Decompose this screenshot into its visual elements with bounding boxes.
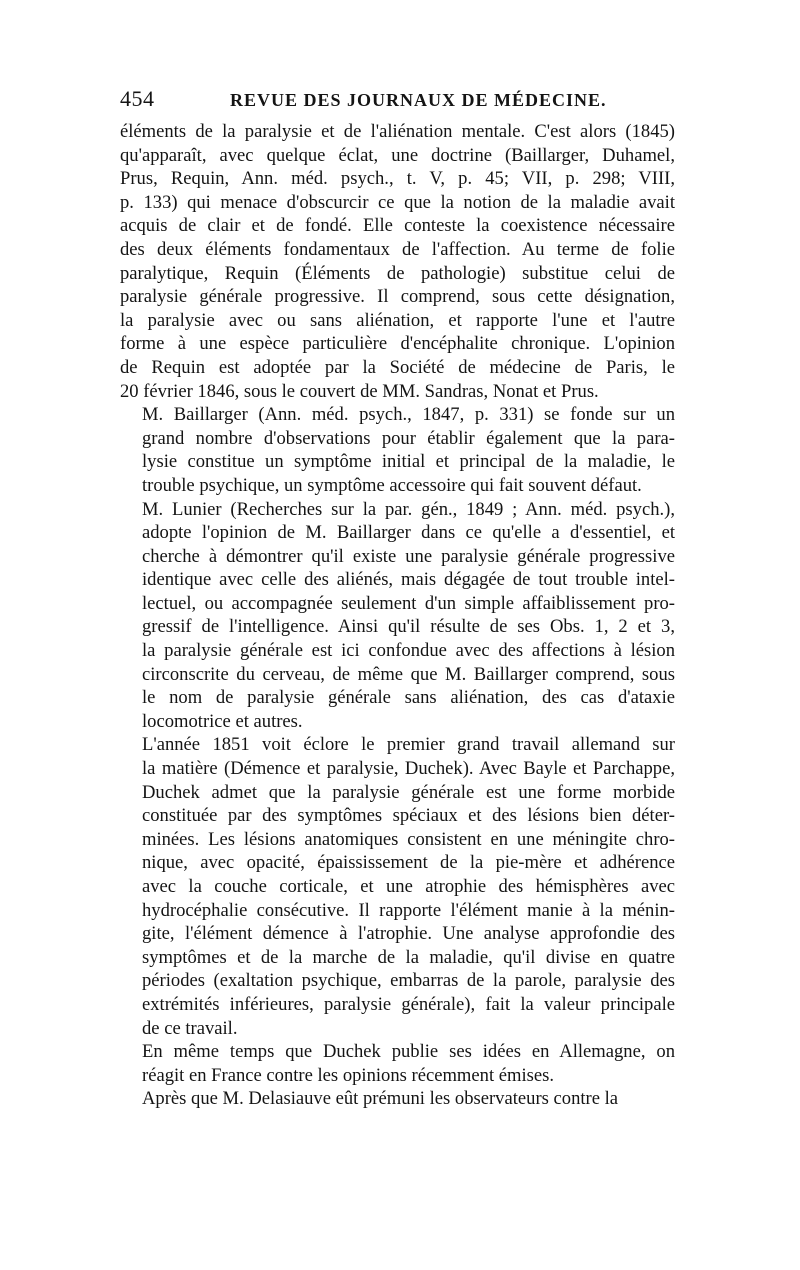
text-line: constituée par des symptômes spéciaux et des lésions bien déter- (142, 805, 675, 827)
text-line: éléments de la paralysie et de l'aliénation mentale. C'est alors (1845) (120, 121, 675, 142)
paragraph (120, 733, 675, 1040)
paragraph (120, 1040, 675, 1087)
text-line: Duchek admet que la paralysie générale est une forme morbide (142, 781, 675, 803)
text-line: la paralysie avec ou sans aliénation, et rapporte l'une et l'autre (120, 309, 675, 331)
text-line: hydrocéphalie consécutive. Il rapporte l'élément manie à la ménin- (142, 899, 675, 921)
text-line: forme à une espèce particulière d'encéphalite chronique. L'opinion (120, 333, 675, 355)
text-line: nique, avec opacité, épaississement de la pie-mère et adhérence (142, 852, 675, 874)
text-line: M. Baillarger (Ann. méd. psych., 1847, p. 331) se fonde sur un (142, 404, 675, 426)
text-line: 20 février 1846, sous le couvert de MM. Sandras, Nonat et Prus. (120, 380, 599, 402)
text-line: cherche à démontrer qu'il existe une paralysie générale progressive (142, 545, 675, 567)
text-line: de ce travail. (142, 1017, 238, 1039)
text-line: En même temps que Duchek publie ses idées en Allemagne, on (142, 1041, 675, 1063)
text-line: gite, l'élément démence à l'atrophie. Une analyse approfondie des (142, 923, 675, 945)
running-head (120, 86, 675, 120)
text-line: de Requin est adoptée par la Société de médecine de Paris, le (120, 356, 675, 378)
text-line: M. Lunier (Recherches sur la par. gén., 1849 ; Ann. méd. psych.), (142, 498, 675, 520)
text-line: symptômes et de la marche de la maladie, qu'il divise en quatre (142, 946, 675, 968)
paragraph (120, 498, 675, 734)
text-line: adopte l'opinion de M. Baillarger dans ce qu'elle a d'essentiel, et (142, 522, 675, 544)
text-line: réagit en France contre les opinions récemment émises. (142, 1064, 555, 1086)
paragraph (120, 120, 675, 403)
book-page (120, 86, 675, 1111)
text-line: qu'apparaît, avec quelque éclat, une doctrine (Baillarger, Duhamel, (120, 144, 675, 166)
text-line: locomotrice et autres. (142, 710, 303, 732)
text-line: la paralysie générale est ici confondue avec des affections à lésion (142, 640, 675, 662)
text-line: paralysie générale progressive. Il comprend, sous cette désignation, (120, 286, 675, 308)
text-line: acquis de clair et de fondé. Elle conteste la coexistence nécessaire (120, 215, 675, 237)
text-line: identique avec celle des aliénés, mais dégagée de tout trouble intel- (142, 569, 675, 591)
text-line: la matière (Démence et paralysie, Duchek). Avec Bayle et Parchappe, (142, 758, 675, 780)
paragraph (120, 403, 675, 497)
text-line: avec la couche corticale, et une atrophie des hémisphères avec (142, 876, 675, 897)
text-line: minées. Les lésions anatomiques consistent en une méningite chro- (142, 828, 675, 850)
text-line: trouble psychique, un symptôme accessoire qui fait souvent défaut. (142, 474, 642, 496)
page-number: 454 (120, 86, 155, 111)
text-line: Prus, Requin, Ann. méd. psych., t. V, p. 45; VII, p. 298; VIII, (120, 168, 675, 190)
text-line: grand nombre d'observations pour établir également que la para- (142, 427, 675, 449)
body-text (120, 120, 675, 1111)
text-line: paralytique, Requin (Éléments de pathologie) substitue celui de (120, 262, 675, 284)
running-title: REVUE DES JOURNAUX DE MÉDECINE. (230, 90, 607, 110)
text-line: L'année 1851 voit éclore le premier grand travail allemand sur (142, 734, 675, 756)
text-line: des deux éléments fondamentaux de l'affection. Au terme de folie (120, 238, 675, 260)
text-line: le nom de paralysie générale sans aliénation, des cas d'ataxie (142, 687, 675, 709)
text-line: périodes (exaltation psychique, embarras de la parole, paralysie des (142, 970, 675, 992)
text-line: gressif de l'intelligence. Ainsi qu'il résulte de ses Obs. 1, 2 et 3, (142, 616, 675, 638)
text-line: Après que M. Delasiauve eût prémuni les observateurs contre la (142, 1088, 619, 1110)
paragraph (120, 1087, 675, 1111)
text-line: lysie constitue un symptôme initial et principal de la maladie, le (142, 451, 675, 473)
text-line: p. 133) qui menace d'obscurcir ce que la notion de la maladie avait (120, 191, 675, 213)
text-line: lectuel, ou accompagnée seulement d'un simple affaiblissement pro- (142, 592, 675, 614)
text-line: extrémités inférieures, paralysie générale), fait la valeur principale (142, 993, 675, 1015)
text-line: circonscrite du cerveau, de même que M. Baillarger comprend, sous (142, 663, 675, 685)
